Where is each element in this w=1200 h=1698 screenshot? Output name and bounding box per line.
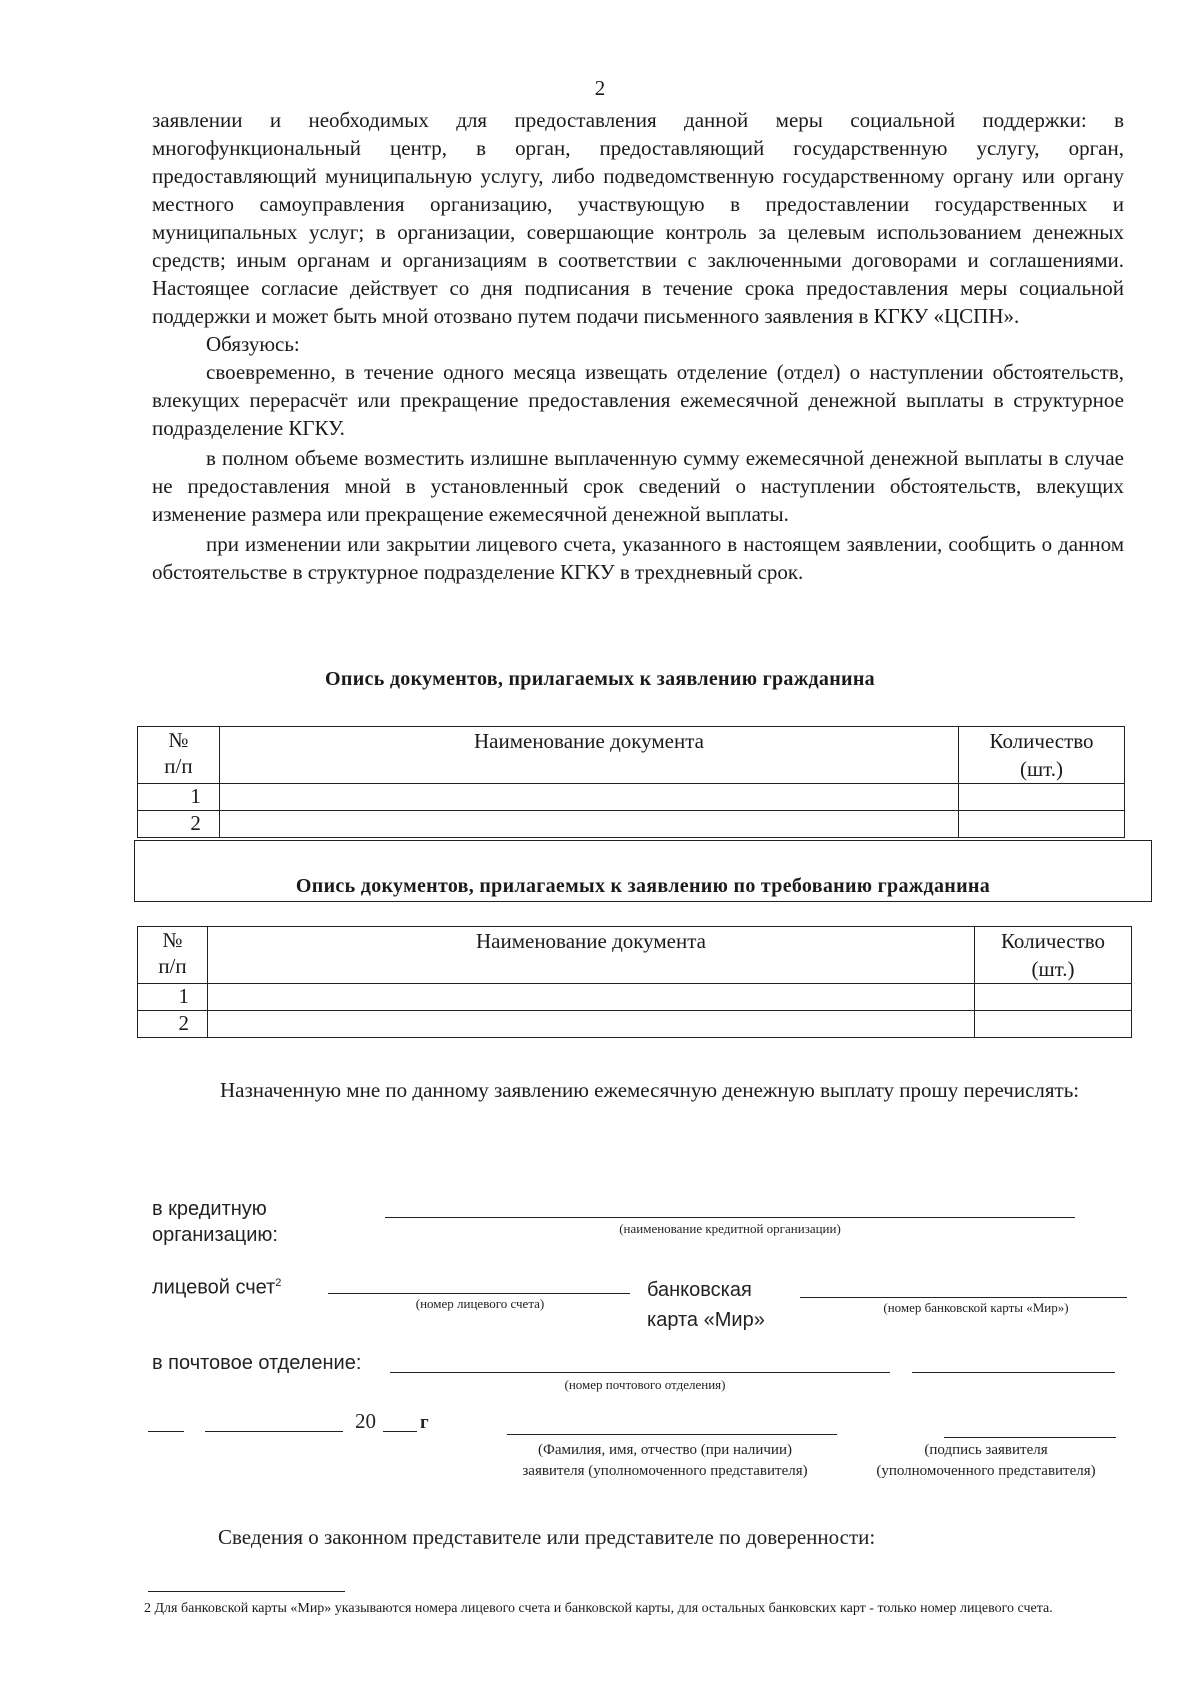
col-num-b: п/п [164, 754, 193, 778]
col-qty-b: (шт.) [1031, 957, 1075, 981]
card-field[interactable] [800, 1297, 1127, 1298]
card-label-b: карта «Мир» [647, 1309, 765, 1331]
col-qty-a: Количество [1000, 929, 1106, 953]
row-qty-cell[interactable] [959, 784, 1125, 811]
post-office-label: в почтовое отделение: [152, 1352, 362, 1374]
date-year-suffix: г [420, 1412, 429, 1433]
credit-org-label [152, 1196, 278, 1248]
col-qty-b: (шт.) [1020, 757, 1064, 781]
post-office-caption: (номер почтового отделения) [564, 1377, 726, 1392]
table-row [138, 784, 1125, 811]
row-qty-cell[interactable] [959, 811, 1125, 838]
account-field[interactable] [328, 1293, 630, 1294]
col-name-header: Наименование документа [207, 927, 974, 984]
col-num-a: № [168, 728, 189, 752]
consent-paragraph: заявлении и необходимых для предоставления данной меры социальной поддержки: в многофункциональный центр, в орган, предоставляющий государственную услугу, орган, предоставляющий муниципальную услугу, либо подведомственную государственному органу или органу местного самоуправления организацию, участвующую в предоставлении государственных и муниципальных услуг; в организации, совершающие контроль за целевым использованием денежных средств; иным органам и организациям в соответствии с заключенными договорами и соглашениями. Настоящее согласие действует со дня подписания в течение срока предоставления меры социальной поддержки и может быть мной отозвано путем подачи письменного заявления в КГКУ «ЦСПН». [152, 108, 1124, 328]
row-doc-name-cell[interactable] [219, 784, 958, 811]
row-number: 2 [138, 1011, 208, 1038]
credit-org-label-a: в кредитную [152, 1198, 267, 1220]
fio-caption-a: (Фамилия, имя, отчество (при наличии) [538, 1442, 792, 1458]
col-num-header [138, 927, 208, 984]
col-name-header: Наименование документа [219, 727, 958, 784]
table-row [138, 1011, 1132, 1038]
row-number: 1 [138, 784, 220, 811]
credit-org-caption: (наименование кредитной организации) [619, 1221, 841, 1236]
fio-caption [465, 1440, 865, 1482]
credit-org-label-b: организацию: [152, 1224, 278, 1246]
col-num-b: п/п [158, 954, 187, 978]
col-num-a: № [162, 928, 183, 952]
table-header-row [138, 727, 1125, 784]
fio-field[interactable] [507, 1434, 837, 1435]
inventory2-table [137, 926, 1132, 1038]
table-row [138, 984, 1132, 1011]
account-label-text: лицевой счет [152, 1276, 276, 1299]
body-text [152, 106, 1124, 586]
date-year-prefix: 20 [355, 1409, 376, 1433]
post-office-extra-field[interactable] [912, 1372, 1115, 1373]
account-caption: (номер лицевого счета) [415, 1296, 545, 1311]
col-qty-a: Количество [989, 729, 1094, 753]
row-number: 2 [138, 811, 220, 838]
row-doc-name-cell[interactable] [207, 1011, 974, 1038]
card-label-a: банковская [647, 1279, 752, 1301]
obligation-notify: своевременно, в течение одного месяца извещать отделение (отдел) о наступлении обстоятельств, влекущих перерасчёт или прекращение предоставления ежемесячной денежной выплаты в структурное подразделение КГКУ. [152, 360, 1124, 440]
table-row [138, 811, 1125, 838]
row-doc-name-cell[interactable] [207, 984, 974, 1011]
signature-caption-a: (подпись заявителя [924, 1442, 1048, 1458]
payment-request-text [148, 1076, 1124, 1104]
representative-heading: Сведения о законном представителе или представителе по доверенности: [218, 1525, 876, 1549]
account-label [152, 1270, 281, 1301]
table-header-row [138, 927, 1132, 984]
row-qty-cell[interactable] [975, 984, 1132, 1011]
account-footnote-ref: 2 [275, 1277, 282, 1289]
card-caption: (номер банковской карты «Мир») [883, 1300, 1069, 1315]
obligation-refund: в полном объеме возместить излишне выплаченную сумму ежемесячной денежной выплаты в случае не предоставления мной в установленный срок сведений о наступлении обстоятельств, влекущих изменение размера или прекращение ежемесячной денежной выплаты. [152, 446, 1124, 526]
fio-caption-b: заявителя (уполномоченного представителя) [522, 1463, 808, 1479]
signature-caption [845, 1440, 1127, 1482]
date-month-field[interactable] [205, 1431, 343, 1432]
inventory2-title: Опись документов, прилагаемых к заявлению по требованию гражданина [295, 875, 991, 897]
card-label [647, 1275, 765, 1335]
date-year-field[interactable] [383, 1431, 417, 1432]
footnote: 2 Для банковской карты «Мир» указываются номера лицевого счета и банковской карты, для остальных банковских карт - только номер лицевого счета. [144, 1601, 1053, 1616]
inventory1-table [137, 726, 1125, 838]
payment-request: Назначенную мне по данному заявлению ежемесячную денежную выплату прошу перечислять: [220, 1078, 1080, 1102]
row-number: 1 [138, 984, 208, 1011]
col-num-header [138, 727, 220, 784]
credit-org-field[interactable] [385, 1217, 1075, 1218]
inventory1-title: Опись документов, прилагаемых к заявлению гражданина [325, 668, 875, 690]
row-qty-cell[interactable] [975, 1011, 1132, 1038]
footnote-divider [148, 1591, 345, 1592]
row-doc-name-cell[interactable] [219, 811, 958, 838]
post-office-field[interactable] [390, 1372, 890, 1373]
date-day-field[interactable] [148, 1431, 184, 1432]
page-number: 2 [594, 76, 606, 100]
col-qty-header [975, 927, 1132, 984]
col-qty-header [959, 727, 1125, 784]
obligation-account-change: при изменении или закрытии лицевого счета, указанного в настоящем заявлении, сообщить о данном обстоятельстве в структурное подразделение КГКУ в трехдневный срок. [152, 532, 1124, 584]
obligation-heading: Обязуюсь: [206, 332, 300, 356]
signature-field[interactable] [944, 1437, 1116, 1438]
inventory2-title-box [134, 840, 1152, 902]
signature-caption-b: (уполномоченного представителя) [876, 1463, 1096, 1479]
